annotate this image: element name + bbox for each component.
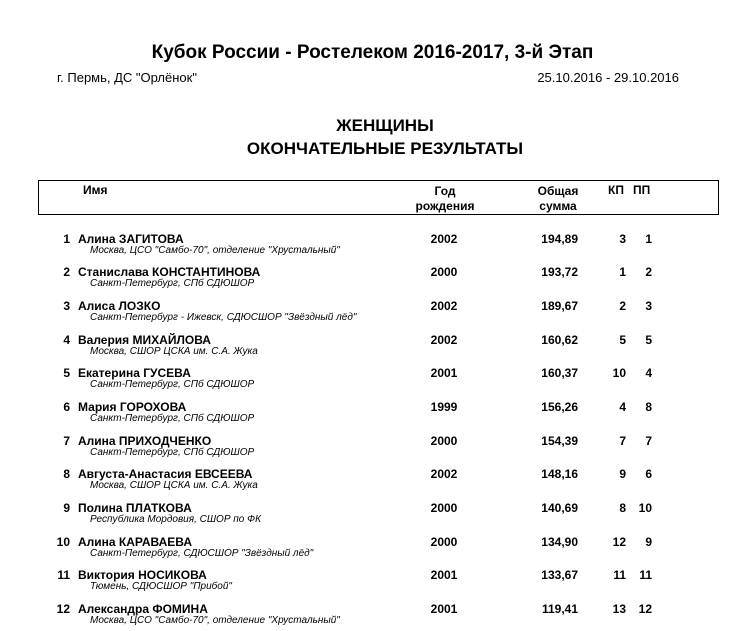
skater-club: Республика Мордовия, СШОР по ФК xyxy=(90,514,261,525)
skater-name: Алина КАРАВАЕВА xyxy=(78,535,192,549)
column-header-year xyxy=(410,184,480,214)
column-header-year-line2: рождения xyxy=(415,199,475,213)
table-row xyxy=(0,400,745,434)
table-row xyxy=(0,501,745,535)
table-row xyxy=(0,299,745,333)
short-program-place: 1 xyxy=(619,265,626,279)
short-program-place: 2 xyxy=(619,299,626,313)
free-program-place: 10 xyxy=(638,501,652,515)
free-program-place: 5 xyxy=(645,333,652,347)
birth-year: 2002 xyxy=(430,299,458,313)
rank: 12 xyxy=(56,602,70,616)
table-row xyxy=(0,265,745,299)
column-header-total xyxy=(534,184,582,214)
birth-year: 2002 xyxy=(430,232,458,246)
total-score: 160,37 xyxy=(541,366,578,380)
event-title: Кубок России - Ростелеком 2016-2017, 3-й Этап xyxy=(151,42,594,63)
free-program-place: 4 xyxy=(645,366,652,380)
short-program-place: 5 xyxy=(619,333,626,347)
skater-club: Санкт-Петербург, СПб СДЮШОР xyxy=(90,278,255,289)
rank: 11 xyxy=(57,568,70,582)
skater-name: Виктория НОСИКОВА xyxy=(78,568,207,582)
total-score: 160,62 xyxy=(541,333,578,347)
total-score: 154,39 xyxy=(541,434,578,448)
rank: 4 xyxy=(63,333,70,347)
table-header xyxy=(38,180,719,215)
skater-club: Санкт-Петербург - Ижевск, СДЮСШОР "Звёздный лёд" xyxy=(90,312,357,323)
total-score: 133,67 xyxy=(541,568,578,582)
rank: 3 xyxy=(63,299,70,313)
birth-year: 2000 xyxy=(430,265,458,279)
table-row xyxy=(0,333,745,367)
short-program-place: 4 xyxy=(619,400,626,414)
total-score: 140,69 xyxy=(541,501,578,515)
column-header-year-line1: Год xyxy=(434,184,456,198)
table-row xyxy=(0,602,745,631)
birth-year: 2002 xyxy=(430,333,458,347)
free-program-place: 3 xyxy=(645,299,652,313)
short-program-place: 8 xyxy=(619,501,626,515)
short-program-place: 9 xyxy=(619,467,626,481)
short-program-place: 12 xyxy=(612,535,626,549)
birth-year: 2000 xyxy=(430,535,458,549)
skater-name: Александра ФОМИНА xyxy=(78,602,208,616)
column-header-total-line2: сумма xyxy=(539,199,577,213)
skater-club: Москва, СШОР ЦСКА им. С.А. Жука xyxy=(90,346,258,357)
free-program-place: 1 xyxy=(645,232,652,246)
free-program-place: 11 xyxy=(639,568,652,582)
table-row xyxy=(0,366,745,400)
table-row xyxy=(0,568,745,602)
skater-name: Алиса ЛОЗКО xyxy=(78,299,161,313)
short-program-place: 13 xyxy=(612,602,626,616)
total-score: 189,67 xyxy=(541,299,578,313)
short-program-place: 10 xyxy=(612,366,626,380)
venue: г. Пермь, ДС "Орлёнок" xyxy=(57,70,197,85)
short-program-place: 11 xyxy=(613,568,626,582)
table-row xyxy=(0,535,745,569)
skater-name: Алина ЗАГИТОВА xyxy=(78,232,184,246)
skater-club: Санкт-Петербург, СПб СДЮШОР xyxy=(90,379,255,390)
free-program-place: 7 xyxy=(645,434,652,448)
free-program-place: 8 xyxy=(645,400,652,414)
birth-year: 2001 xyxy=(430,366,458,380)
skater-club: Москва, ЦСО "Самбо-70", отделение "Хрустальный" xyxy=(90,245,340,256)
free-program-place: 2 xyxy=(645,265,652,279)
category-heading: ЖЕНЩИНЫ xyxy=(336,116,434,135)
birth-year: 2001 xyxy=(430,602,458,616)
rank: 5 xyxy=(63,366,70,380)
rank: 1 xyxy=(63,232,70,246)
birth-year: 2000 xyxy=(430,434,458,448)
short-program-place: 3 xyxy=(619,232,626,246)
birth-year: 2001 xyxy=(430,568,458,582)
birth-year: 2000 xyxy=(430,501,458,515)
rank: 6 xyxy=(63,400,70,414)
rank: 8 xyxy=(63,467,70,481)
free-program-place: 9 xyxy=(645,535,652,549)
skater-club: Москва, ЦСО "Самбо-70", отделение "Хрустальный" xyxy=(90,615,340,626)
total-score: 119,41 xyxy=(541,602,578,616)
total-score: 194,89 xyxy=(541,232,578,246)
skater-club: Санкт-Петербург, СДЮСШОР "Звёздный лёд" xyxy=(90,548,314,559)
skater-name: Алина ПРИХОДЧЕНКО xyxy=(78,434,212,448)
skater-club: Санкт-Петербург, СПб СДЮШОР xyxy=(90,413,255,424)
skater-name: Станислава КОНСТАНТИНОВА xyxy=(78,265,261,279)
rank: 10 xyxy=(56,535,70,549)
skater-club: Москва, СШОР ЦСКА им. С.А. Жука xyxy=(90,480,258,491)
total-score: 156,26 xyxy=(541,400,578,414)
rank: 9 xyxy=(63,501,70,515)
table-row xyxy=(0,434,745,468)
skater-name: Августа-Анастасия ЕВСЕЕВА xyxy=(78,467,253,481)
skater-name: Валерия МИХАЙЛОВА xyxy=(78,333,211,347)
skater-club: Санкт-Петербург, СПб СДЮШОР xyxy=(90,447,255,458)
birth-year: 1999 xyxy=(430,400,458,414)
skater-club: Тюмень, СДЮСШОР "Прибой" xyxy=(90,581,232,592)
results-status-heading: ОКОНЧАТЕЛЬНЫЕ РЕЗУЛЬТАТЫ xyxy=(246,139,524,158)
rank: 7 xyxy=(63,434,70,448)
table-row xyxy=(0,232,745,266)
skater-name: Екатерина ГУСЕВА xyxy=(78,366,191,380)
column-header-free-program: ПП xyxy=(633,183,651,197)
total-score: 148,16 xyxy=(541,467,578,481)
short-program-place: 7 xyxy=(619,434,626,448)
rank: 2 xyxy=(63,265,70,279)
column-header-short-program: КП xyxy=(608,183,624,197)
total-score: 193,72 xyxy=(541,265,578,279)
total-score: 134,90 xyxy=(541,535,578,549)
free-program-place: 6 xyxy=(645,467,652,481)
birth-year: 2002 xyxy=(430,467,458,481)
column-header-total-line1: Общая xyxy=(537,184,579,198)
free-program-place: 12 xyxy=(638,602,652,616)
skater-name: Полина ПЛАТКОВА xyxy=(78,501,192,515)
column-header-name: Имя xyxy=(83,183,108,197)
skater-name: Мария ГОРОХОВА xyxy=(78,400,187,414)
event-dates: 25.10.2016 - 29.10.2016 xyxy=(537,70,679,85)
table-row xyxy=(0,467,745,501)
